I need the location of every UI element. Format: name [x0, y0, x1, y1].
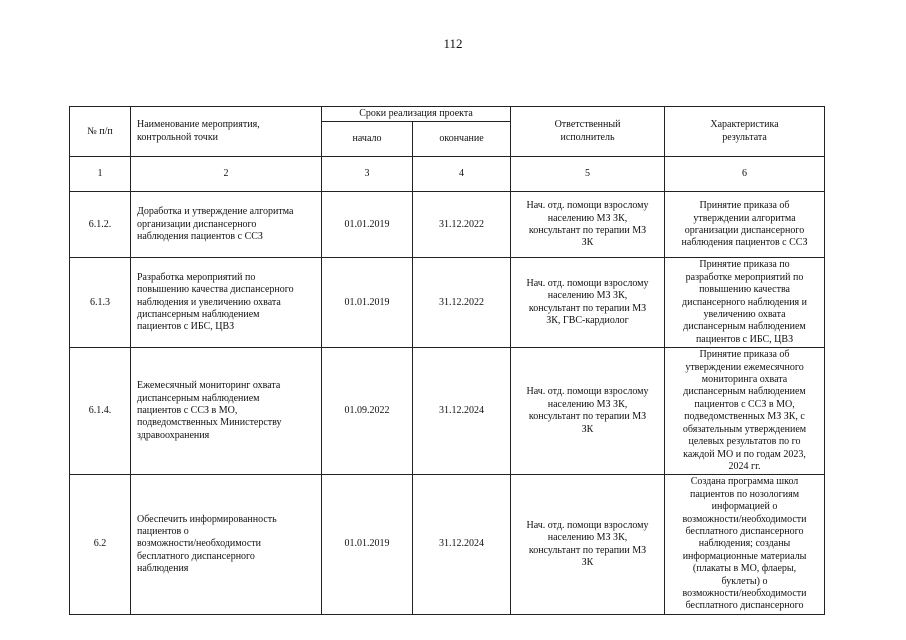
row-name: Доработка и утверждение алгоритма организации диспансерного наблюдения пациентов с ССЗ — [131, 192, 322, 258]
row-num: 6.1.3 — [70, 258, 131, 348]
row-start-date: 01.01.2019 — [322, 192, 413, 258]
row-result: Принятие приказа по разработке мероприятий по повышению качества диспансерного наблюдения и увеличению охвата диспансерным наблюдением пациентов с ИБС, ЦВЗ — [665, 258, 825, 348]
row-end-date: 31.12.2024 — [413, 475, 511, 614]
table-row — [70, 258, 825, 348]
header-start: начало — [322, 122, 413, 157]
row-start-date: 01.01.2019 — [322, 258, 413, 348]
row-name: Ежемесячный мониторинг охвата диспансерным наблюдением пациентов с ССЗ в МО, подведомственных Министерству здравоохранения — [131, 348, 322, 475]
row-end-date: 31.12.2024 — [413, 348, 511, 475]
column-number: 1 — [70, 157, 131, 192]
row-num: 6.2 — [70, 475, 131, 614]
row-responsible: Нач. отд. помощи взрослому населению МЗ ЗК, консультант по терапии МЗ ЗК — [511, 475, 665, 614]
row-result: Создана программа школ пациентов по нозологиям информацией о возможности/необходимости бесплатного диспансерного наблюдения; созданы информационные материалы (плакаты в МО, флаеры, буклеты) о возможности/необходимости бесплатного диспансерного — [665, 475, 825, 614]
header-responsible: Ответственный исполнитель — [511, 107, 665, 157]
row-name: Разработка мероприятий по повышению качества диспансерного наблюдения и увеличению охвата диспансерным наблюдением пациентов с ИБС, ЦВЗ — [131, 258, 322, 348]
row-name: Обеспечить информированность пациентов о возможности/необходимости бесплатного диспансерного наблюдения — [131, 475, 322, 614]
table-row — [70, 348, 825, 475]
header-end: окончание — [413, 122, 511, 157]
row-num: 6.1.2. — [70, 192, 131, 258]
column-number: 5 — [511, 157, 665, 192]
header-num: № п/п — [70, 107, 131, 157]
header-name: Наименование мероприятия, контрольной точки — [131, 107, 322, 157]
column-number-row — [70, 157, 825, 192]
header-row — [70, 107, 825, 122]
row-responsible: Нач. отд. помощи взрослому населению МЗ ЗК, консультант по терапии МЗ ЗК, ГВС-кардиолог — [511, 258, 665, 348]
header-deadlines: Сроки реализация проекта — [322, 107, 511, 122]
row-result: Принятие приказа об утверждении ежемесячного мониторинга охвата диспансерным наблюдением пациентов с ССЗ в МО, подведомственных МЗ ЗК, с обязательным утверждением целевых результатов по го каждой МО и по годам 2023, 2024 гг. — [665, 348, 825, 475]
page-number: 112 — [443, 36, 463, 51]
row-result: Принятие приказа об утверждении алгоритма организации диспансерного наблюдения пациентов с ССЗ — [665, 192, 825, 258]
row-start-date: 01.01.2019 — [322, 475, 413, 614]
table-row — [70, 192, 825, 258]
row-num: 6.1.4. — [70, 348, 131, 475]
row-end-date: 31.12.2022 — [413, 192, 511, 258]
plan-table — [69, 106, 825, 615]
row-responsible: Нач. отд. помощи взрослому населению МЗ ЗК, консультант по терапии МЗ ЗК — [511, 192, 665, 258]
column-number: 3 — [322, 157, 413, 192]
row-start-date: 01.09.2022 — [322, 348, 413, 475]
column-number: 4 — [413, 157, 511, 192]
column-number: 2 — [131, 157, 322, 192]
table-row — [70, 475, 825, 614]
column-number: 6 — [665, 157, 825, 192]
row-responsible: Нач. отд. помощи взрослому населению МЗ ЗК, консультант по терапии МЗ ЗК — [511, 348, 665, 475]
header-result: Характеристика результата — [665, 107, 825, 157]
row-end-date: 31.12.2022 — [413, 258, 511, 348]
